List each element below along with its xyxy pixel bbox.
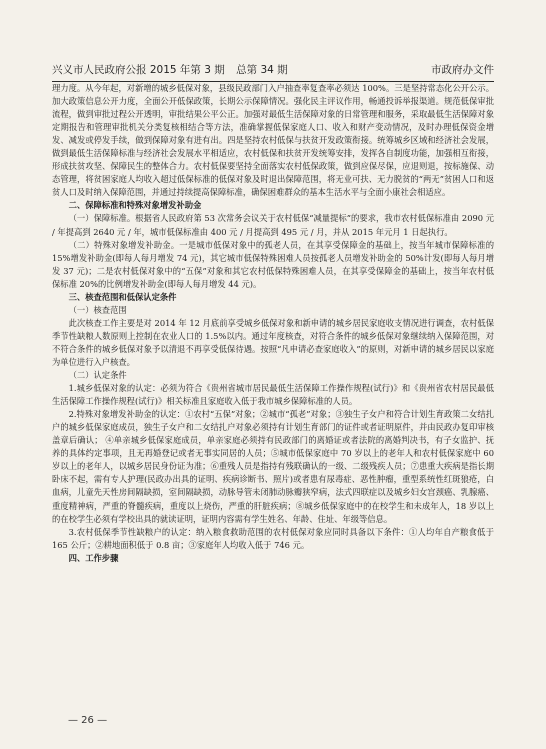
header-publication: 兴义市人民政府公报 2015 年第 3 期 [52, 64, 225, 76]
body-paragraph: 此次核查工作主要是对 2014 年 12 月底前享受城乡低保对象和新申请的城乡居民家庭收支情况进行调查，农村低保季节性缺粮人数原则上控制在农业人口的 1.5%以内。通过年度核查，对符合条件的城乡低保对象继续纳入保障范围，对不符合条件的城乡低保对象予以清退不再享受低保待遇。按照“凡申请必查家庭收入”的原则，对新申请的城乡居民以家庭为单位进行入户核查。 [52, 317, 494, 367]
body-paragraph: 3.农村低保季节性缺粮户的认定：纳入粮食救助范围的农村低保对象应同时具备以下条件：①人均年自产粮食低于 165 公斤；②耕地面积低于 0.8 亩；③家庭年人均收入低于 746 元。 [52, 526, 494, 550]
body-paragraph: （二）特殊对象增发补助金。一是城市低保对象中的孤老人员，在其享受保障金的基础上，按当年城市保障标准的 15%增发补助金(即每人每月增发 74 元)，其它城市低保特殊困难人员按孤老人员增发补助金的 50%计发(即每人每月增发 37 元)；二是农村低保对象中的“五保”对象和其它农村低保特殊困难人员，在其享受保障金的基础上，按当年农村低保标准 20%的比例增发补助金(即每人每月增发 44 元)。 [52, 239, 494, 289]
body-paragraph: 1.城乡低保对象的认定：必须为符合《贵州省城市居民最低生活保障工作操作规程(试行)》和《贵州省农村居民最低生活保障工作操作规程(试行)》相关标准且家庭收入低于我市城乡保障标准的人员。 [52, 383, 494, 407]
subsection-heading: （一）核查范围 [68, 304, 127, 315]
document-body [52, 82, 494, 565]
header-publication-info [52, 62, 288, 77]
body-paragraph: 2.特殊对象增发补助金的认定：①农村“五保”对象；②城市“孤老”对象；③独生子女户和符合计划生育政策二女结扎户的城乡低保家庭成员，独生子女户和二女结扎户对象必须持有计划生育部门的证件或者证明原件，并由民政办复印审核盖章后确认； ④单亲城乡低保家庭成员，单亲家庭必须持有民政部门的离婚证或者法院的离婚判决书，有子女监护、抚养的具体约定事项，且无再婚登记或者无事实同居的人员；⑤城市低保家庭中 70 岁以上的老年人和农村低保家庭中 60 岁以上的老年人，以城乡居民身份证为准；⑥重残人员是指持有残联确认的一级、二级残疾人员；⑦患重大疾病是指长期卧床不起，需有专人护理(民政办出具的证明、疾病诊断书、照片)或者患有尿毒症、恶性肿瘤，重型系统性红斑狼疮，白血病，儿童先天性房间隔缺损，室间隔缺损，动脉导管未闭肺动脉瓣狭窄病，法式四联症以及城乡妇女宫颈癌、乳腺癌、重度精神病，严重的脊髓疾病，重度以上烧伤，严重的肝脏疾病；⑧城乡低保家庭中的在校学生和未成年人，18 岁以上的在校学生必须有学校出具的就读证明，证明内容需有学生姓名、年龄、住址、年级等信息。 [52, 409, 494, 524]
running-header [52, 62, 494, 82]
body-paragraph: 理力度。从今年起，对新增的城乡低保对象，县级民政部门入户抽查率复查率必须达 100%。三是坚持常态化公开公示。加大政策信息公开力度，全面公开低保政策，长期公示保障情况。强化民主评议作用，畅通投诉举报渠道。规范低保审批流程，做到审批过程公开透明，审批结果公平公正。加强对最低生活保障对象的日常管理和服务，采取最低生活保障对象定期报告和管理审批机关分类复核相结合等方法，准确掌握低保家庭人口、收入和财产变动情况，及时办理低保资金增发、减发或停发手续，做到保障对象有进有出。四是坚持农村低保与扶贫开发政策衔接。统筹城乡区域和经济社会发展，做到最低生活保障标准与经济社会发展水平相适应，农村低保和扶贫开发统筹安排，发挥各自制度功能，加强相互衔接，形成扶贫攻坚、保障民生的整体合力。农村低保要坚持全面落实农村低保政策，做到应保尽保，应退则退，按标施保、动态管理，将贫困家庭人均收入超过低保标准的低保对象及时退出保障范围，将无业可扶、无力脱贫的“两无”贫困人口和返贫人口及时纳入保障范围，并通过持续提高保障标准，确保困难群众的基本生活水平与全面小康社会相适应。 [52, 83, 494, 198]
header-section: 市政府办文件 [431, 64, 494, 76]
page-number: — 26 — [68, 715, 108, 726]
section-heading: 二、保障标准和特殊对象增发补助金 [68, 200, 202, 211]
subsection-heading: （二）认定条件 [68, 370, 127, 381]
section-heading: 三、核查范围和低保认定条件 [68, 291, 177, 302]
section-heading: 四、工作步骤 [68, 552, 119, 563]
header-total-issue: 总第 34 期 [236, 64, 288, 76]
body-paragraph: （一）保障标准。根据省人民政府第 53 次常务会议关于农村低保“减量提标”的要求，我市农村低保标准由 2090 元 / 年提高到 2640 元 / 年，城市低保标准由 400 元 / 月提高到 495 元 / 月，并从 2015 年元月 1 日起执行。 [52, 213, 494, 237]
